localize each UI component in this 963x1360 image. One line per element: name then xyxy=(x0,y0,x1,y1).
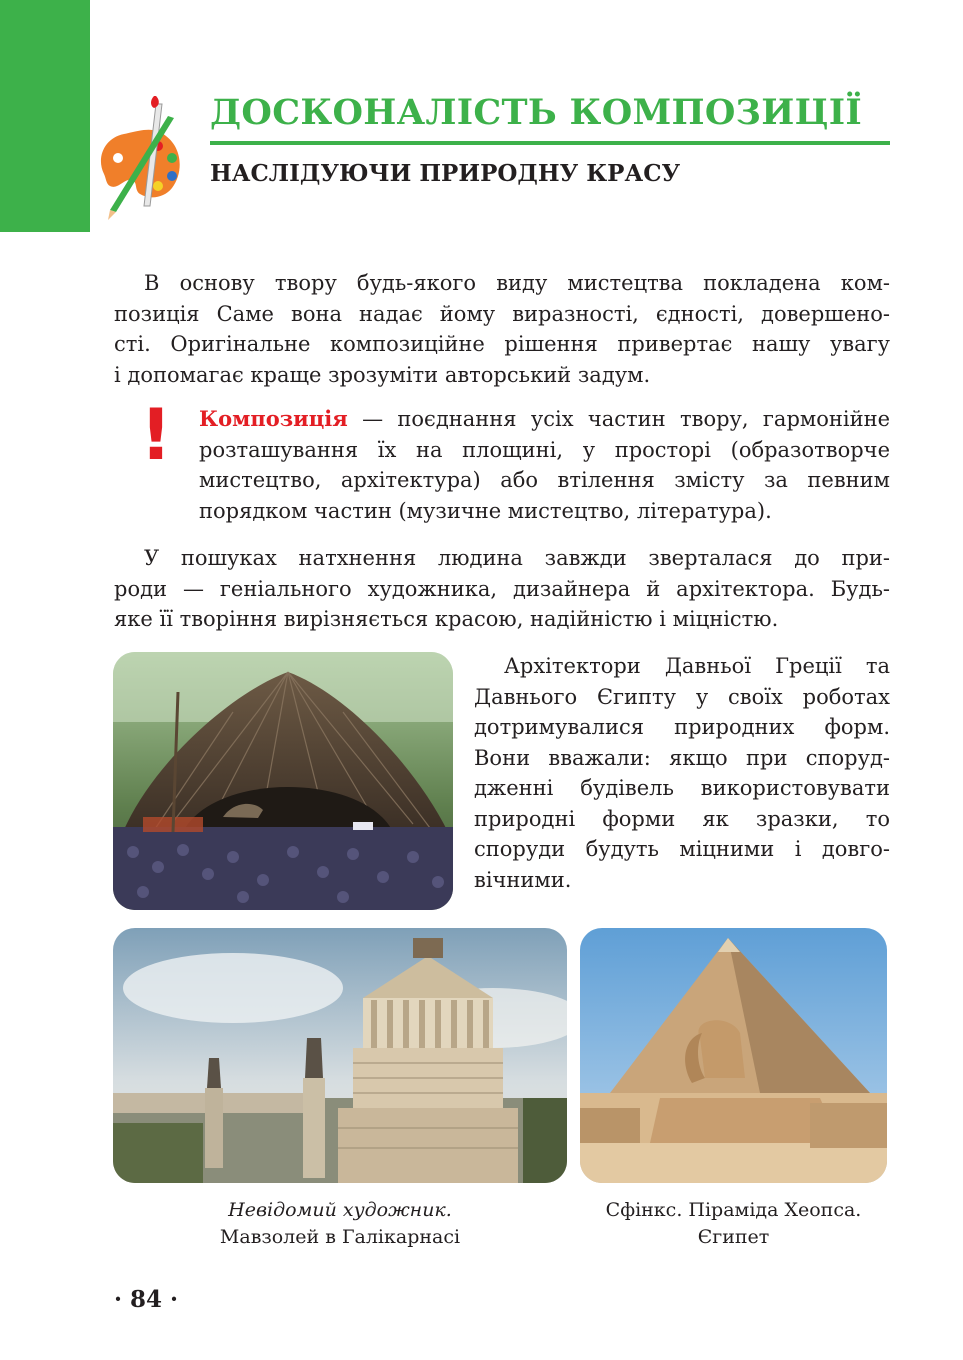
text-line: дотримувалися природних форм. xyxy=(474,715,890,739)
definition-term: Композиція xyxy=(199,406,348,431)
caption-line: Єгипет xyxy=(697,1226,770,1248)
text-line: Давнього Єгипту у своїх роботах xyxy=(474,684,890,709)
text-line: споруди будуть міцними і довго- xyxy=(474,837,890,861)
text-line: сті. Оригінальне композиційне рішення привертає нашу увагу xyxy=(114,332,890,356)
text-line: вічними. xyxy=(474,867,572,892)
bowerbird-nest-photo xyxy=(113,652,453,910)
architects-paragraph xyxy=(474,651,890,895)
text-line: Вони вважали: якщо при споруд- xyxy=(474,745,890,770)
text-line: роди — геніального художника, дизайнера й архітектора. Будь- xyxy=(114,576,890,601)
sphinx-caption xyxy=(580,1197,887,1251)
mausoleum-caption xyxy=(113,1197,567,1251)
text-line: розташування їх на площині, у просторі (образотворче xyxy=(199,437,890,462)
sphinx-pyramid-photo xyxy=(580,928,887,1183)
text-line: порядком частин (музичне мистецтво, література). xyxy=(199,498,772,523)
caption-line: Сфінкс. Піраміда Хеопса. xyxy=(605,1199,862,1221)
text-line: позиція Саме вона надає йому виразності, єдності, довершено- xyxy=(114,301,890,326)
text-line: Архітектори Давньої Греції та xyxy=(504,654,890,678)
nature-paragraph xyxy=(114,543,890,635)
page-number: · 84 · xyxy=(114,1286,179,1313)
caption-author: Невідомий художник. xyxy=(228,1199,452,1221)
title-rule xyxy=(210,141,890,145)
exclamation-icon: ! xyxy=(140,394,172,476)
intro-paragraph xyxy=(114,268,890,390)
caption-title: Мавзолей в Галікарнасі xyxy=(219,1226,461,1248)
text-line: У пошуках натхнення людина завжди зверталася до при- xyxy=(144,546,890,570)
chapter-color-tab xyxy=(0,0,90,232)
text-line: В основу твору будь-якого виду мистецтва покладена ком- xyxy=(144,271,890,295)
definition-text: — поєднання усіх частин твору, гармонійне xyxy=(347,407,890,431)
mausoleum-painting xyxy=(113,928,567,1183)
text-line: і допомагає краще зрозуміти авторський задум. xyxy=(114,362,651,387)
text-line: мистецтво, архітектура) або втілення змісту за певним xyxy=(199,468,890,492)
definition-first-line xyxy=(199,404,890,435)
chapter-title: ДОСКОНАЛІСТЬ КОМПОЗИЦІЇ xyxy=(210,92,863,133)
text-line: природні форми як зразки, то xyxy=(474,806,890,831)
palette-brush-pencil-icon xyxy=(94,96,186,220)
definition-block xyxy=(199,404,890,526)
text-line: яке її творіння вирізняється красою, надійністю і міцністю. xyxy=(114,607,779,631)
text-line: дженні будівель використовувати xyxy=(474,776,890,800)
section-subtitle: НАСЛІДУЮЧИ ПРИРОДНУ КРАСУ xyxy=(210,160,681,187)
